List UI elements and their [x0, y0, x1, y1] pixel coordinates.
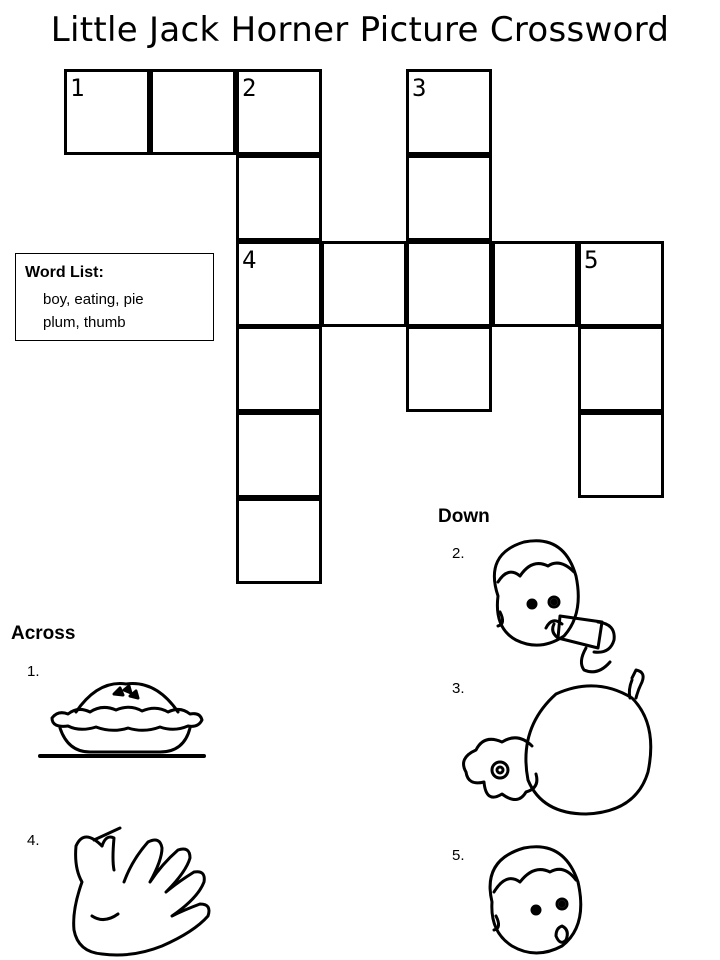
thumb-picture: [62, 820, 212, 960]
grid-cell[interactable]: [406, 241, 492, 327]
clue-number-3: 3: [412, 74, 427, 102]
grid-cell[interactable]: [236, 69, 322, 155]
grid-cell[interactable]: [578, 241, 664, 327]
page-title: Little Jack Horner Picture Crossword: [50, 10, 670, 50]
grid-cell[interactable]: [578, 412, 664, 498]
across-clue-number: 4.: [27, 832, 40, 849]
plum-picture: [456, 668, 656, 818]
grid-cell[interactable]: [321, 241, 407, 327]
grid-cell[interactable]: [150, 69, 236, 155]
across-heading: Across: [11, 623, 76, 644]
grid-cell[interactable]: [578, 326, 664, 412]
grid-cell[interactable]: [406, 326, 492, 412]
down-clue-number: 3.: [452, 680, 465, 697]
grid-cell[interactable]: [64, 69, 150, 155]
grid-cell[interactable]: [236, 241, 322, 327]
word-list-title: Word List:: [25, 264, 104, 281]
down-heading: Down: [438, 506, 490, 527]
grid-cell[interactable]: [236, 155, 322, 241]
grid-cell[interactable]: [236, 326, 322, 412]
clue-number-4: 4: [242, 246, 257, 274]
boy-eating-picture: [480, 536, 630, 676]
grid-cell[interactable]: [236, 412, 322, 498]
across-clue-number: 1.: [27, 663, 40, 680]
down-clue-number: 2.: [452, 545, 465, 562]
grid-cell[interactable]: [236, 498, 322, 584]
down-clue-number: 5.: [452, 847, 465, 864]
word-list-line: plum, thumb: [43, 314, 126, 331]
pie-picture: [38, 676, 208, 761]
word-list-line: boy, eating, pie: [43, 291, 144, 308]
grid-cell[interactable]: [492, 241, 578, 327]
clue-number-2: 2: [242, 74, 257, 102]
grid-cell[interactable]: [406, 69, 492, 155]
word-list-box: [15, 253, 214, 341]
clue-number-1: 1: [70, 74, 85, 102]
grid-cell[interactable]: [406, 155, 492, 241]
boy-picture: [480, 842, 600, 958]
clue-number-5: 5: [584, 246, 599, 274]
